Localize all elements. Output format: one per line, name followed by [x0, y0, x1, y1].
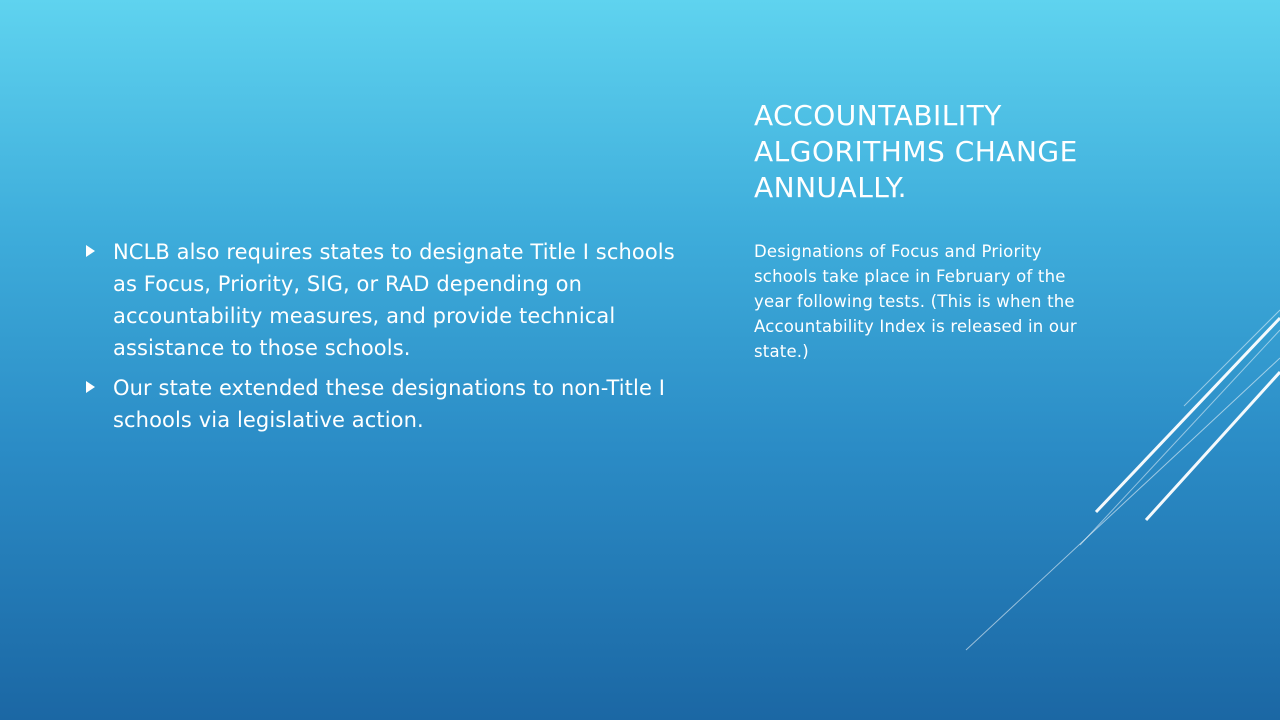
decorative-line	[1080, 330, 1280, 545]
bullet-item	[86, 372, 686, 436]
bullet-text: Our state extended these designations to non-Title I schools via legislative action.	[113, 376, 666, 432]
decorative-line	[1146, 372, 1280, 520]
triangle-bullet-icon	[86, 381, 95, 393]
decorative-line	[1096, 318, 1280, 512]
bullet-item	[86, 236, 686, 364]
triangle-bullet-icon	[86, 245, 95, 257]
slide-subtitle: Designations of Focus and Priority schools take place in February of the year following tests. (This is when the Accountability Index is released in our state.)	[754, 242, 1077, 361]
slide-title: ACCOUNTABILITY ALGORITHMS CHANGE ANNUALLY.	[754, 99, 1078, 204]
decorative-line	[966, 358, 1280, 650]
bullet-text: NCLB also requires states to designate Title I schools as Focus, Priority, SIG, or RAD depending on accountability measures, and provide technical assistance to those schools.	[113, 240, 675, 360]
decorative-line	[1184, 310, 1280, 406]
bullet-list	[86, 236, 686, 444]
